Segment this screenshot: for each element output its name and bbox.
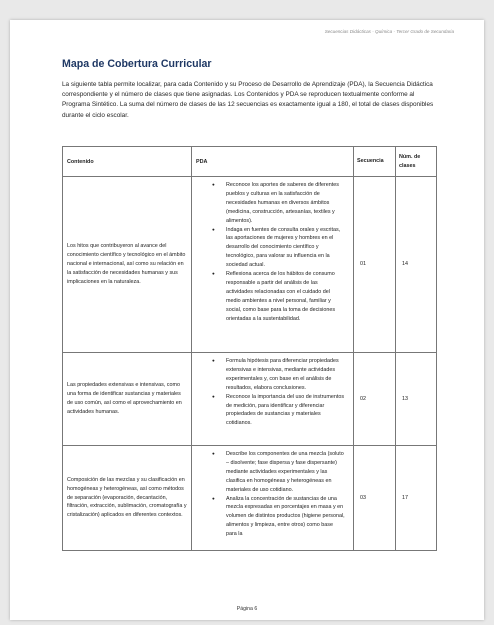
- pda-list: [212, 450, 345, 539]
- pda-item: ● Describe los componentes de una mezcla (soluto – disolvente; fase dispersa y fase dispersante) mediante actividades experimentales y las clasifica en homogéneas y heterogéneas en materiales de uso cotidiano.: [212, 450, 345, 495]
- cell-pda: [192, 177, 354, 353]
- pda-item: ● Indaga en fuentes de consulta orales y escritas, las aportaciones de mujeres y hombres en el desarrollo del conocimiento científico y tecnológico, para valorar su influencia en la sociedad actual.: [212, 226, 345, 271]
- pda-item: ● Analiza la concentración de sustancias de una mezcla expresadas en porcentajes en masa y en volumen de distintos productos (higiene personal, alimentos y limpieza, entre otros) como base para la: [212, 495, 345, 540]
- coverage-table: [62, 146, 437, 551]
- table-row: [63, 353, 437, 446]
- running-header: Secuencias Didácticas · Química · Tercer Grado de Secundaria: [324, 29, 454, 34]
- cell-secuencia: 01: [354, 177, 396, 353]
- table-row: [63, 177, 437, 353]
- cell-num-clases: 13: [396, 353, 437, 446]
- header-num-clases: Núm. de clases: [396, 147, 437, 177]
- table-row: [63, 446, 437, 551]
- page-number: Página 6: [236, 606, 258, 612]
- header-pda: PDA: [192, 147, 354, 177]
- cell-contenido: Los hitos que contribuyeron al avance del conocimiento científico y tecnológico en el ámbito nacional e internacional, así como su relación en la satisfacción de necesidades humanas y sus implicaciones en la naturaleza.: [63, 177, 192, 353]
- cell-secuencia: 03: [354, 446, 396, 551]
- page-title: Mapa de Cobertura Curricular: [62, 58, 212, 70]
- table-header-row: [63, 147, 437, 177]
- cell-pda: [192, 446, 354, 551]
- cell-num-clases: 17: [396, 446, 437, 551]
- pda-item: ● Reconoce los aportes de saberes de diferentes pueblos y culturas en la satisfacción de necesidades humanas en diversos ámbitos (medicina, construcción, artesanías, textiles y alimentos).: [212, 181, 345, 226]
- cell-contenido: Las propiedades extensivas e intensivas, como una forma de identificar sustancias y materiales de uso común, así como el aprovechamiento en actividades humanas.: [63, 353, 192, 446]
- cell-pda: [192, 353, 354, 446]
- header-secuencia: Secuencia: [354, 147, 396, 177]
- header-contenido: Contenido: [63, 147, 192, 177]
- document-page: [10, 20, 484, 620]
- pda-item: ● Reflexiona acerca de los hábitos de consumo responsable a partir del análisis de las actividades relacionadas con el cuidado del medio ambientes a nivel personal, familiar y social, como base para la toma de decisiones orientadas a la sustentabilidad.: [212, 270, 345, 323]
- cell-contenido: Composición de las mezclas y su clasificación en homogéneas y heterogéneas, así como métodos de separación (evaporación, decantación, filtración, extracción, sublimación, cromatografía y cristalización) aplicados en diferentes contextos.: [63, 446, 192, 551]
- pda-item: ● Reconoce la importancia del uso de instrumentos de medición, para identificar y diferenciar propiedades de sustancias y materiales cotidianos.: [212, 393, 345, 429]
- cell-num-clases: 14: [396, 177, 437, 353]
- cell-secuencia: 02: [354, 353, 396, 446]
- pda-list: [212, 357, 345, 428]
- intro-paragraph: La siguiente tabla permite localizar, para cada Contenido y su Proceso de Desarrollo de Aprendizaje (PDA), la Secuencia Didáctica correspondiente y el número de clases que tiene asignadas. Los Contenidos y PDA se reproducen textualmente conforme al Programa Sintético. La suma del número de clases de las 12 secuencias es exactamente igual a 180, el total de clases disponibles durante el ciclo escolar.: [62, 81, 434, 119]
- pda-item: ● Formula hipótesis para diferenciar propiedades extensivas e intensivas, mediante actividades experimentales y, con base en el análisis de resultados, elabora conclusiones.: [212, 357, 345, 393]
- pda-list: [212, 181, 345, 324]
